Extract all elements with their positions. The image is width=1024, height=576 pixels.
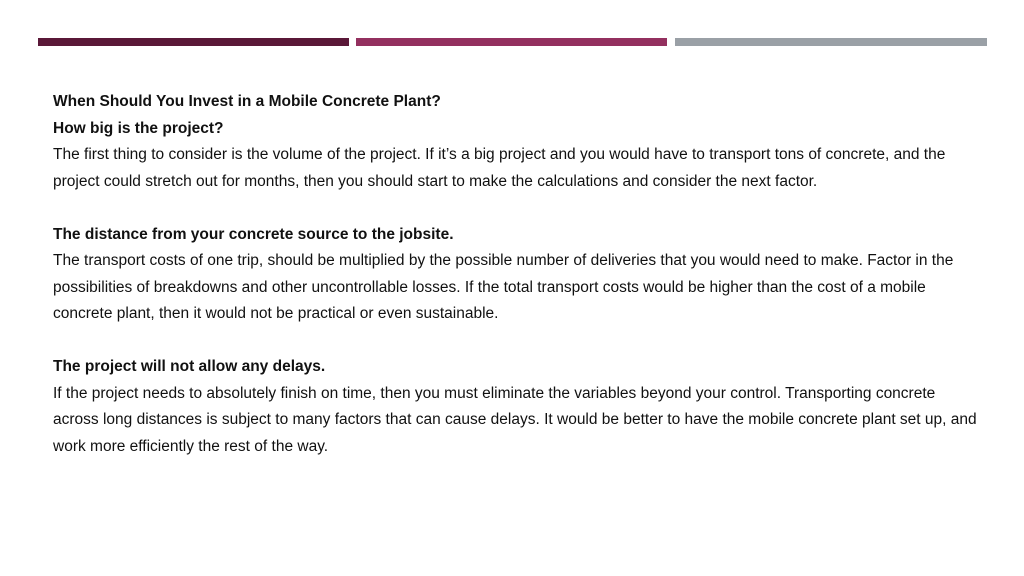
section-body-distance: The transport costs of one trip, should be multiplied by the possible number of deliveries that you would need to make. Factor in the possibilities of breakdowns and other uncontrollable losses. If the total transport costs would be higher than the cost of a mobile concrete plant, then it would not be practical or even sustainable.	[53, 252, 954, 322]
top-bar-magenta	[356, 38, 667, 46]
section-heading-delays: The project will not allow any delays.	[53, 358, 326, 375]
slide-title: When Should You Invest in a Mobile Concrete Plant?	[53, 93, 441, 110]
section-body-delays: If the project needs to absolutely finish on time, then you must eliminate the variables beyond your control. Transporting concrete across long distances is subject to many factors that can cause delays. It would be better to have the mobile concrete plant set up, and work more efficiently the rest of the way.	[53, 384, 977, 455]
section-heading-project-size: How big is the project?	[53, 119, 224, 137]
section-body-project-size: The first thing to consider is the volume of the project. If it’s a big project and you would have to transport tons of concrete, and the project could stretch out for months, then you should start to make the calculations and consider the next factor.	[53, 146, 946, 190]
decorative-top-bars	[38, 38, 987, 46]
top-bar-gray	[675, 38, 987, 46]
top-bar-dark-plum	[38, 38, 349, 46]
slide-body	[53, 89, 983, 460]
section-heading-distance: The distance from your concrete source to the jobsite.	[53, 225, 454, 243]
